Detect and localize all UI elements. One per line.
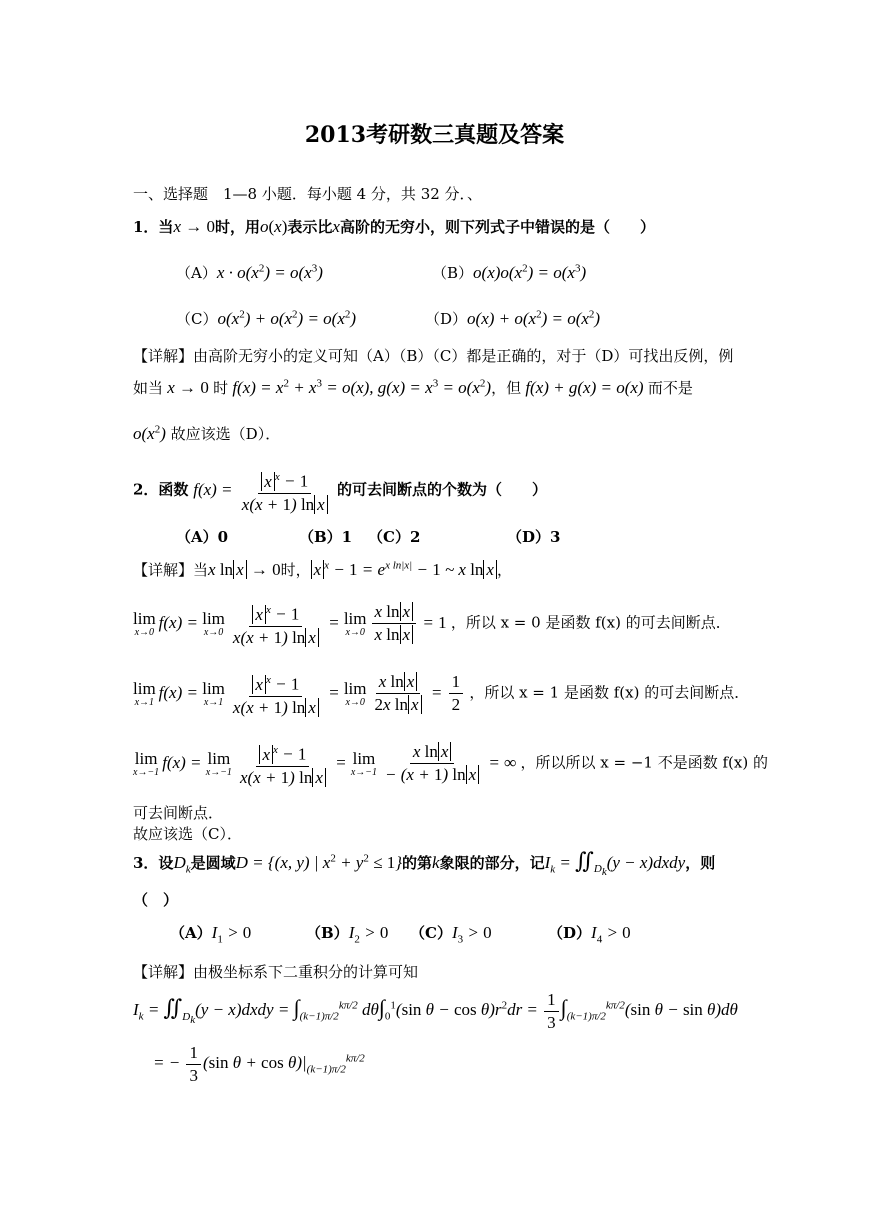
q2-detail-intro: 【详解】当x ln x → 0时， x $^x - 1 = e^{x ln|x|} - 1$ ~ x ln x ， bbox=[133, 559, 512, 579]
q1-detail-line2: 如当 x → 0 时 $f(x) = x^2 + x^3 = o(x)$, $g(x) = x^3 = o(x^2)$，但 f(x) + g(x) = o(x) 而不是 bbox=[133, 377, 693, 397]
q1-option-a: $(A)x \cdot o(x^2) = o(x^3)$ bbox=[176, 262, 323, 282]
q2-stem: 2．函数 f(x) = $\frac{x ^x - 1}{\text{x(x + 1) ln x}}$ 的可去间断点的个数为（ ） bbox=[133, 467, 547, 515]
q1-stem: 1．当x → 0时，用o(x)表示比x高阶的无穷小，则下列式子中错误的是（ ） bbox=[133, 217, 655, 236]
q3-option-d: $(D)I_4 > 0$ bbox=[548, 923, 631, 946]
q3-stem: 3．设$D_k$是圆域D = {(x, y) | $x^2 + y^2 \le 1$}的第k象限的部分，记$I_k$ = $∬_{D_k}(y$ − x)dxdy，则 bbox=[133, 848, 716, 879]
q1-option-c: $(C)o(x^2) + o(x^2) = o(x^2)$ bbox=[176, 308, 357, 328]
q2-option-d: （D）3 bbox=[507, 528, 561, 546]
q1-detail-line3: $o(x^2)$ 故应该选（D）． bbox=[133, 423, 281, 443]
section-header: 一、选择题 1—8 小题．每小题 4 分，共 32 分．、 bbox=[133, 185, 483, 203]
q2-limit-neg1: lim x→−1 f(x) = lim x→−1 $\frac{x ^x - 1}{\text{x(x + 1) ln x}}$ = lim x→−1 $\frac{\text{x ln x}}{\text{− (x + 1) ln x}}$ = ∞ ，所以所以 x = −1 不是函数 f(x) 的 bbox=[133, 740, 768, 788]
q2-detail-cont: 可去间断点． bbox=[133, 804, 224, 822]
q2-option-a: （A）0 bbox=[176, 528, 229, 546]
page-title: 2013考研数三真题及答案 bbox=[304, 122, 565, 148]
q3-paren: （ ） bbox=[133, 891, 179, 909]
q2-conclusion: 故应该选（C）． bbox=[133, 825, 242, 843]
q1-option-d: $(D)o(x) + o(x^2) = o(x^2)$ bbox=[425, 308, 601, 328]
q3-option-b: $(B)I_2 > 0$ bbox=[306, 923, 389, 946]
q1-option-b: $(B)o(x)o(x^2) = o(x^3)$ bbox=[432, 262, 587, 282]
q2-limit-1: lim x→1 f(x) = lim x→1 $\frac{x ^x - 1}{\text{x(x + 1) ln x}}$ = lim x→0 $\frac{\text{x ln x}}{\text{2x ln x}}$ = $\frac{1}{2}$ ，所以 x = 1 是函数 f(x) 的可去间断点． bbox=[133, 670, 749, 718]
q2-option-c: （C）2 bbox=[368, 528, 421, 546]
q1-detail-line1: 【详解】由高阶无穷小的定义可知（A）（B）（C）都是正确的，对于（D）可找出反例，例 bbox=[133, 347, 734, 365]
q2-option-b: （B）1 bbox=[299, 528, 353, 546]
q3-detail-intro: 【详解】由极坐标系下二重积分的计算可知 bbox=[133, 963, 419, 981]
q3-option-a: $(A)I_1 > 0$ bbox=[170, 923, 252, 946]
q3-integral-line2: = − $\frac{1}{3}$ (sin $\theta + \cos \theta)|_{(k-1)\pi/2}^{k\pi/2}$ bbox=[153, 1043, 365, 1085]
q3-integral-line1: $I_k$ = $∬_{D_k}(y$ − x)dxdy = $\int_{(k-1)\pi/2}^{k\pi/2}$ $d\theta\int_0^1(\sin$ $\theta - \cos \theta)r^2dr$ = $\frac{1}{3}$ $\int_{(k-1)\pi/2}^{k\pi/2}(\sin$ θ − sin θ)dθ bbox=[133, 990, 738, 1032]
q2-limit-0: lim x→0 f(x) = lim x→0 $\frac{x ^x - 1}{\text{x(x + 1) ln x}}$ = lim x→0 $\frac{\text{x ln x}}{\text{x ln x}}$ = 1 ，所以 x = 0 是函数 f(x) 的可去间断点． bbox=[133, 600, 731, 648]
q3-option-c: $(C)I_3 > 0$ bbox=[410, 923, 492, 946]
